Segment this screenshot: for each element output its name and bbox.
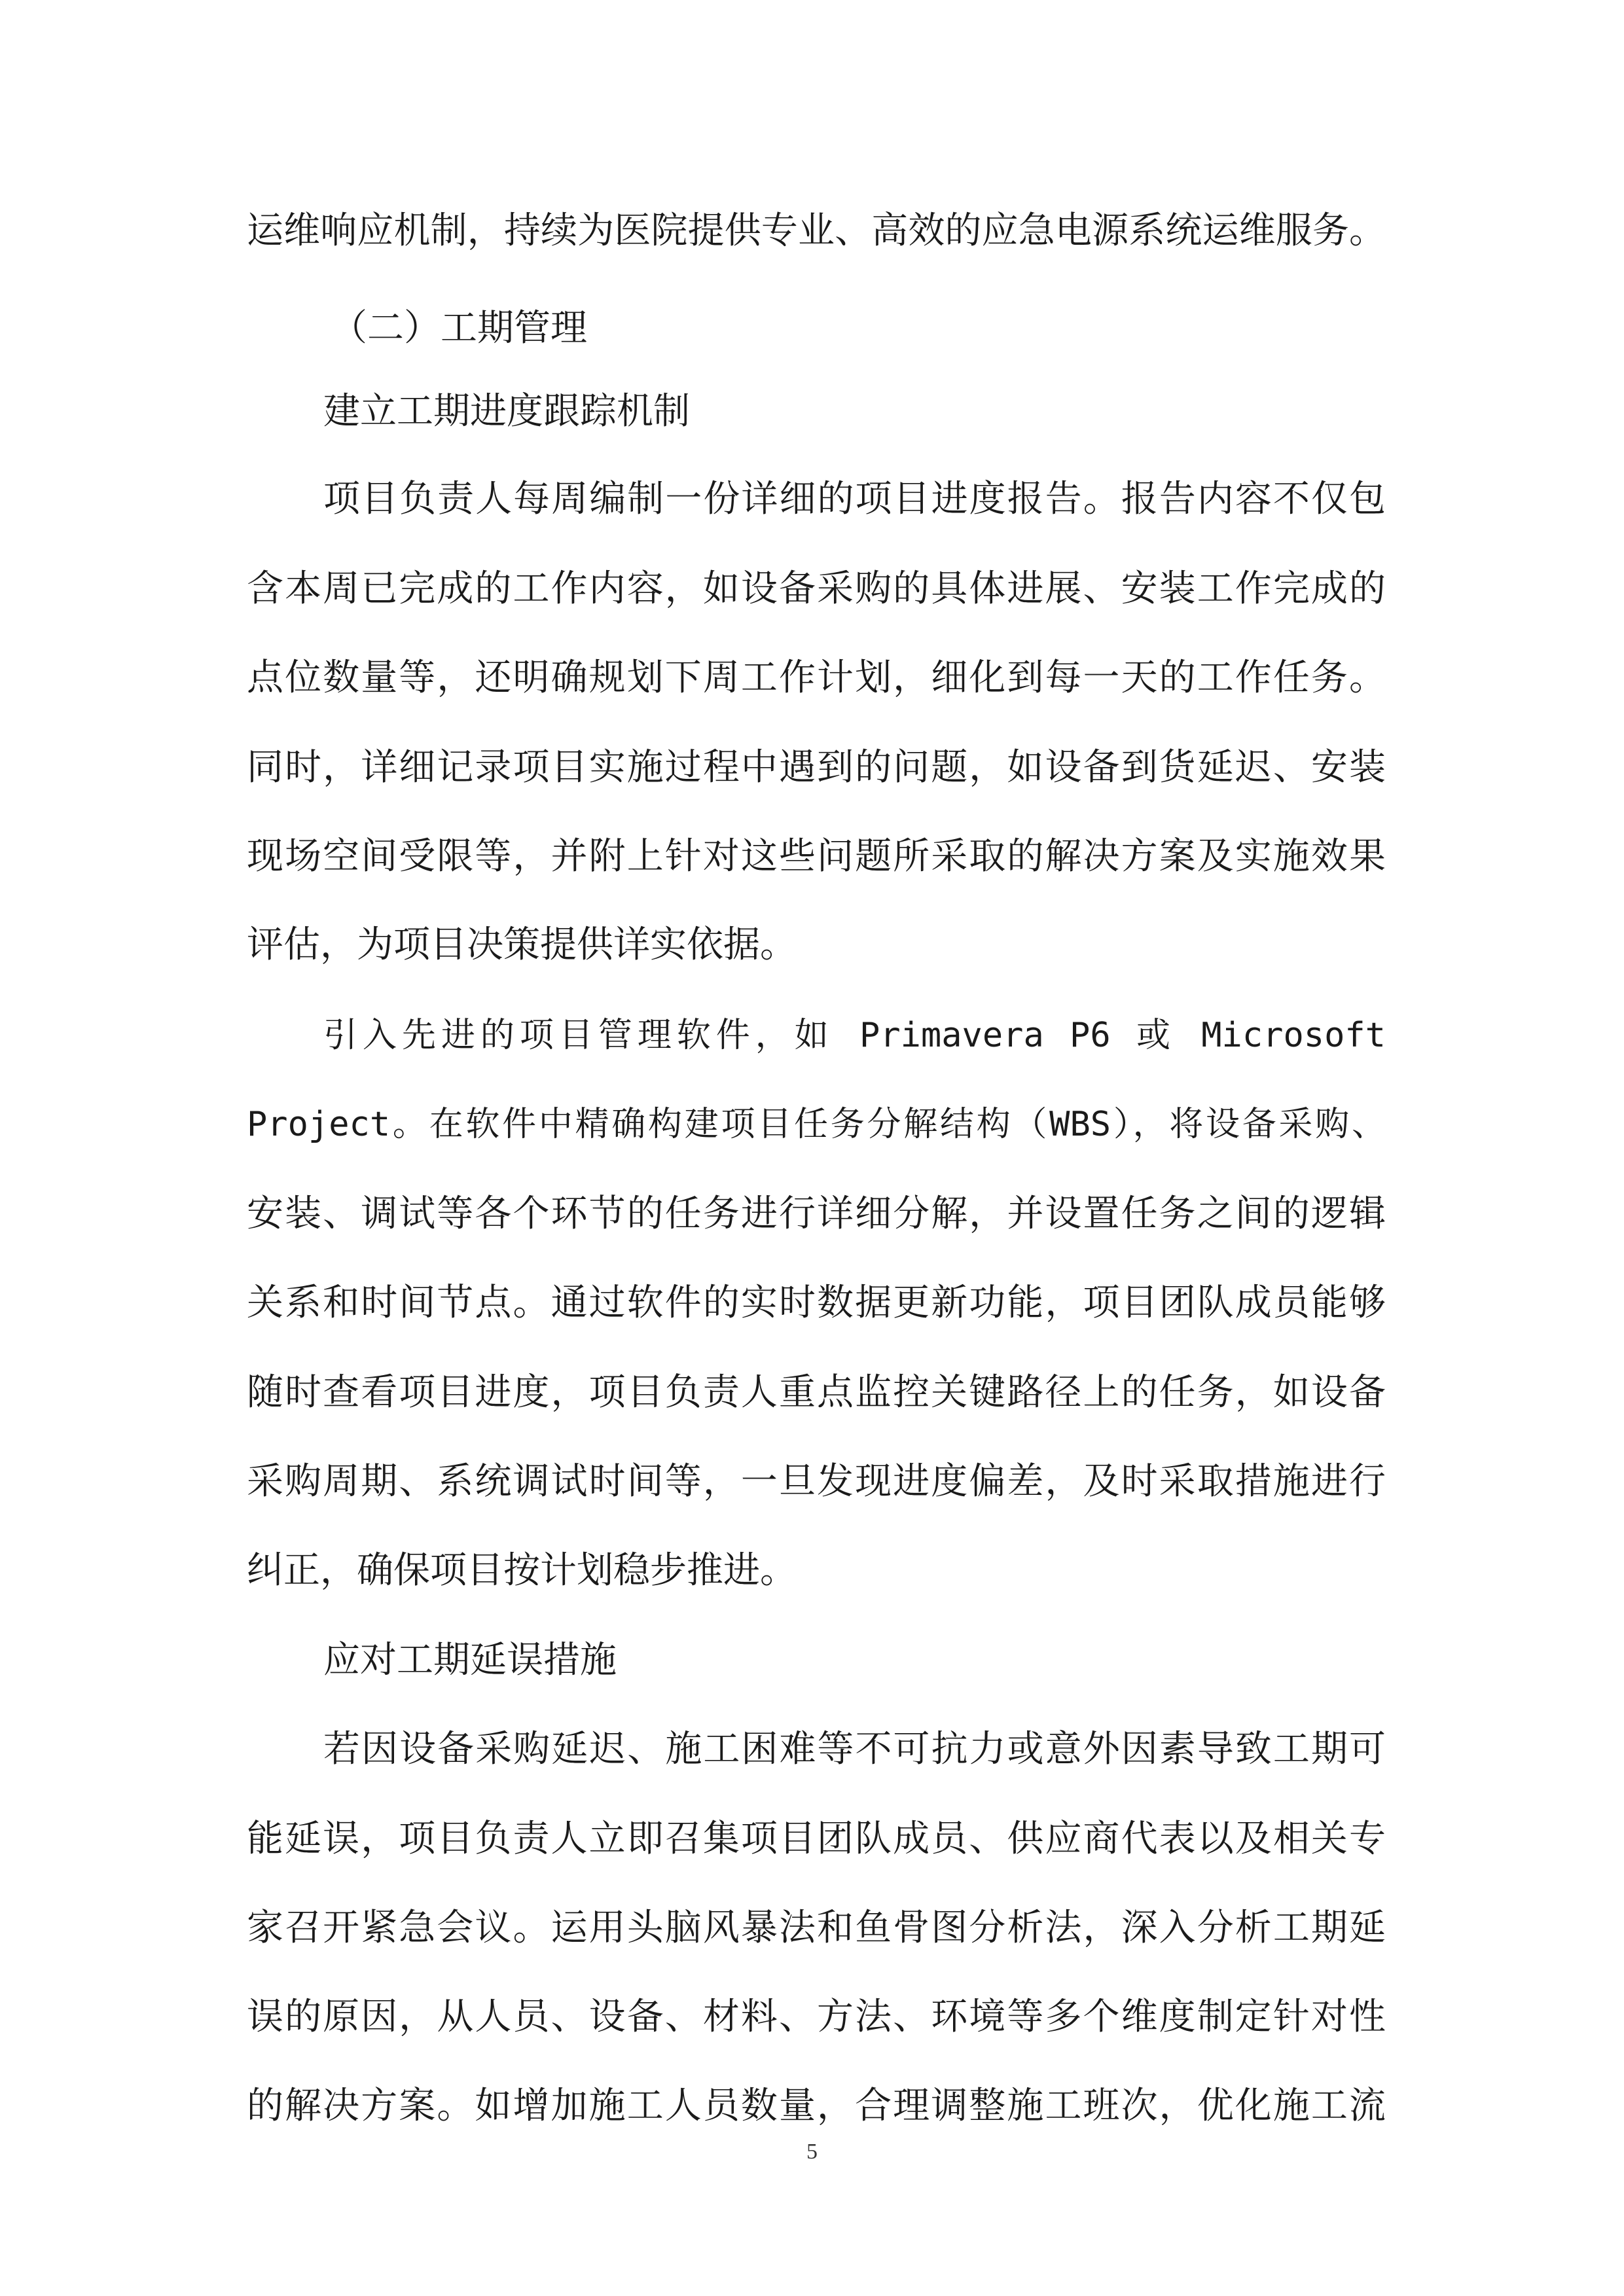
subheading-schedule-tracking: 建立工期进度跟踪机制 — [323, 390, 690, 433]
paragraph-line: 随时查看项目进度，项目负责人重点监控关键路径上的任务，如设备 — [247, 1371, 1386, 1414]
paragraph-line: Project。在软件中精确构建项目任务分解结构（WBS），将设备采购、 — [247, 1105, 1386, 1144]
section-heading: （二）工期管理 — [331, 307, 587, 350]
paragraph-line: 项目负责人每周编制一份详细的项目进度报告。报告内容不仅包 — [323, 478, 1386, 520]
paragraph-line: 同时，详细记录项目实施过程中遇到的问题，如设备到货延迟、安装 — [247, 746, 1386, 789]
paragraph-line: 关系和时间节点。通过软件的实时数据更新功能，项目团队成员能够 — [247, 1282, 1386, 1324]
paragraph-line: 纠正，确保项目按计划稳步推进。 — [247, 1549, 797, 1592]
text-line-continuation: 运维响应机制，持续为医院提供专业、高效的应急电源系统运维服务。 — [247, 209, 1386, 252]
paragraph-line: 现场空间受限等，并附上针对这些问题所采取的解决方案及实施效果 — [247, 835, 1386, 878]
paragraph-line: 家召开紧急会议。运用头脑风暴法和鱼骨图分析法，深入分析工期延 — [247, 1907, 1386, 1949]
paragraph-line: 点位数量等，还明确规划下周工作计划，细化到每一天的工作任务。 — [247, 656, 1386, 699]
paragraph-line: 引入先进的项目管理软件，如 Primavera P6 或 Microsoft — [323, 1016, 1386, 1055]
subheading-delay-measures: 应对工期延误措施 — [323, 1639, 617, 1681]
paragraph-line: 的解决方案。如增加施工人员数量，合理调整施工班次，优化施工流 — [247, 2085, 1386, 2127]
paragraph-line: 能延误，项目负责人立即召集项目团队成员、供应商代表以及相关专 — [247, 1818, 1386, 1860]
paragraph-line: 评估，为项目决策提供详实依据。 — [247, 924, 797, 966]
page-number: 5 — [806, 2140, 818, 2164]
paragraph-line: 误的原因，从人员、设备、材料、方法、环境等多个维度制定针对性 — [247, 1996, 1386, 2038]
paragraph-line: 若因设备采购延迟、施工困难等不可抗力或意外因素导致工期可 — [323, 1728, 1386, 1770]
paragraph-line: 含本周已完成的工作内容，如设备采购的具体进展、安装工作完成的 — [247, 567, 1386, 610]
paragraph-line: 采购周期、系统调试时间等，一旦发现进度偏差，及时采取措施进行 — [247, 1460, 1386, 1503]
paragraph-line: 安装、调试等各个环节的任务进行详细分解，并设置任务之间的逻辑 — [247, 1193, 1386, 1235]
